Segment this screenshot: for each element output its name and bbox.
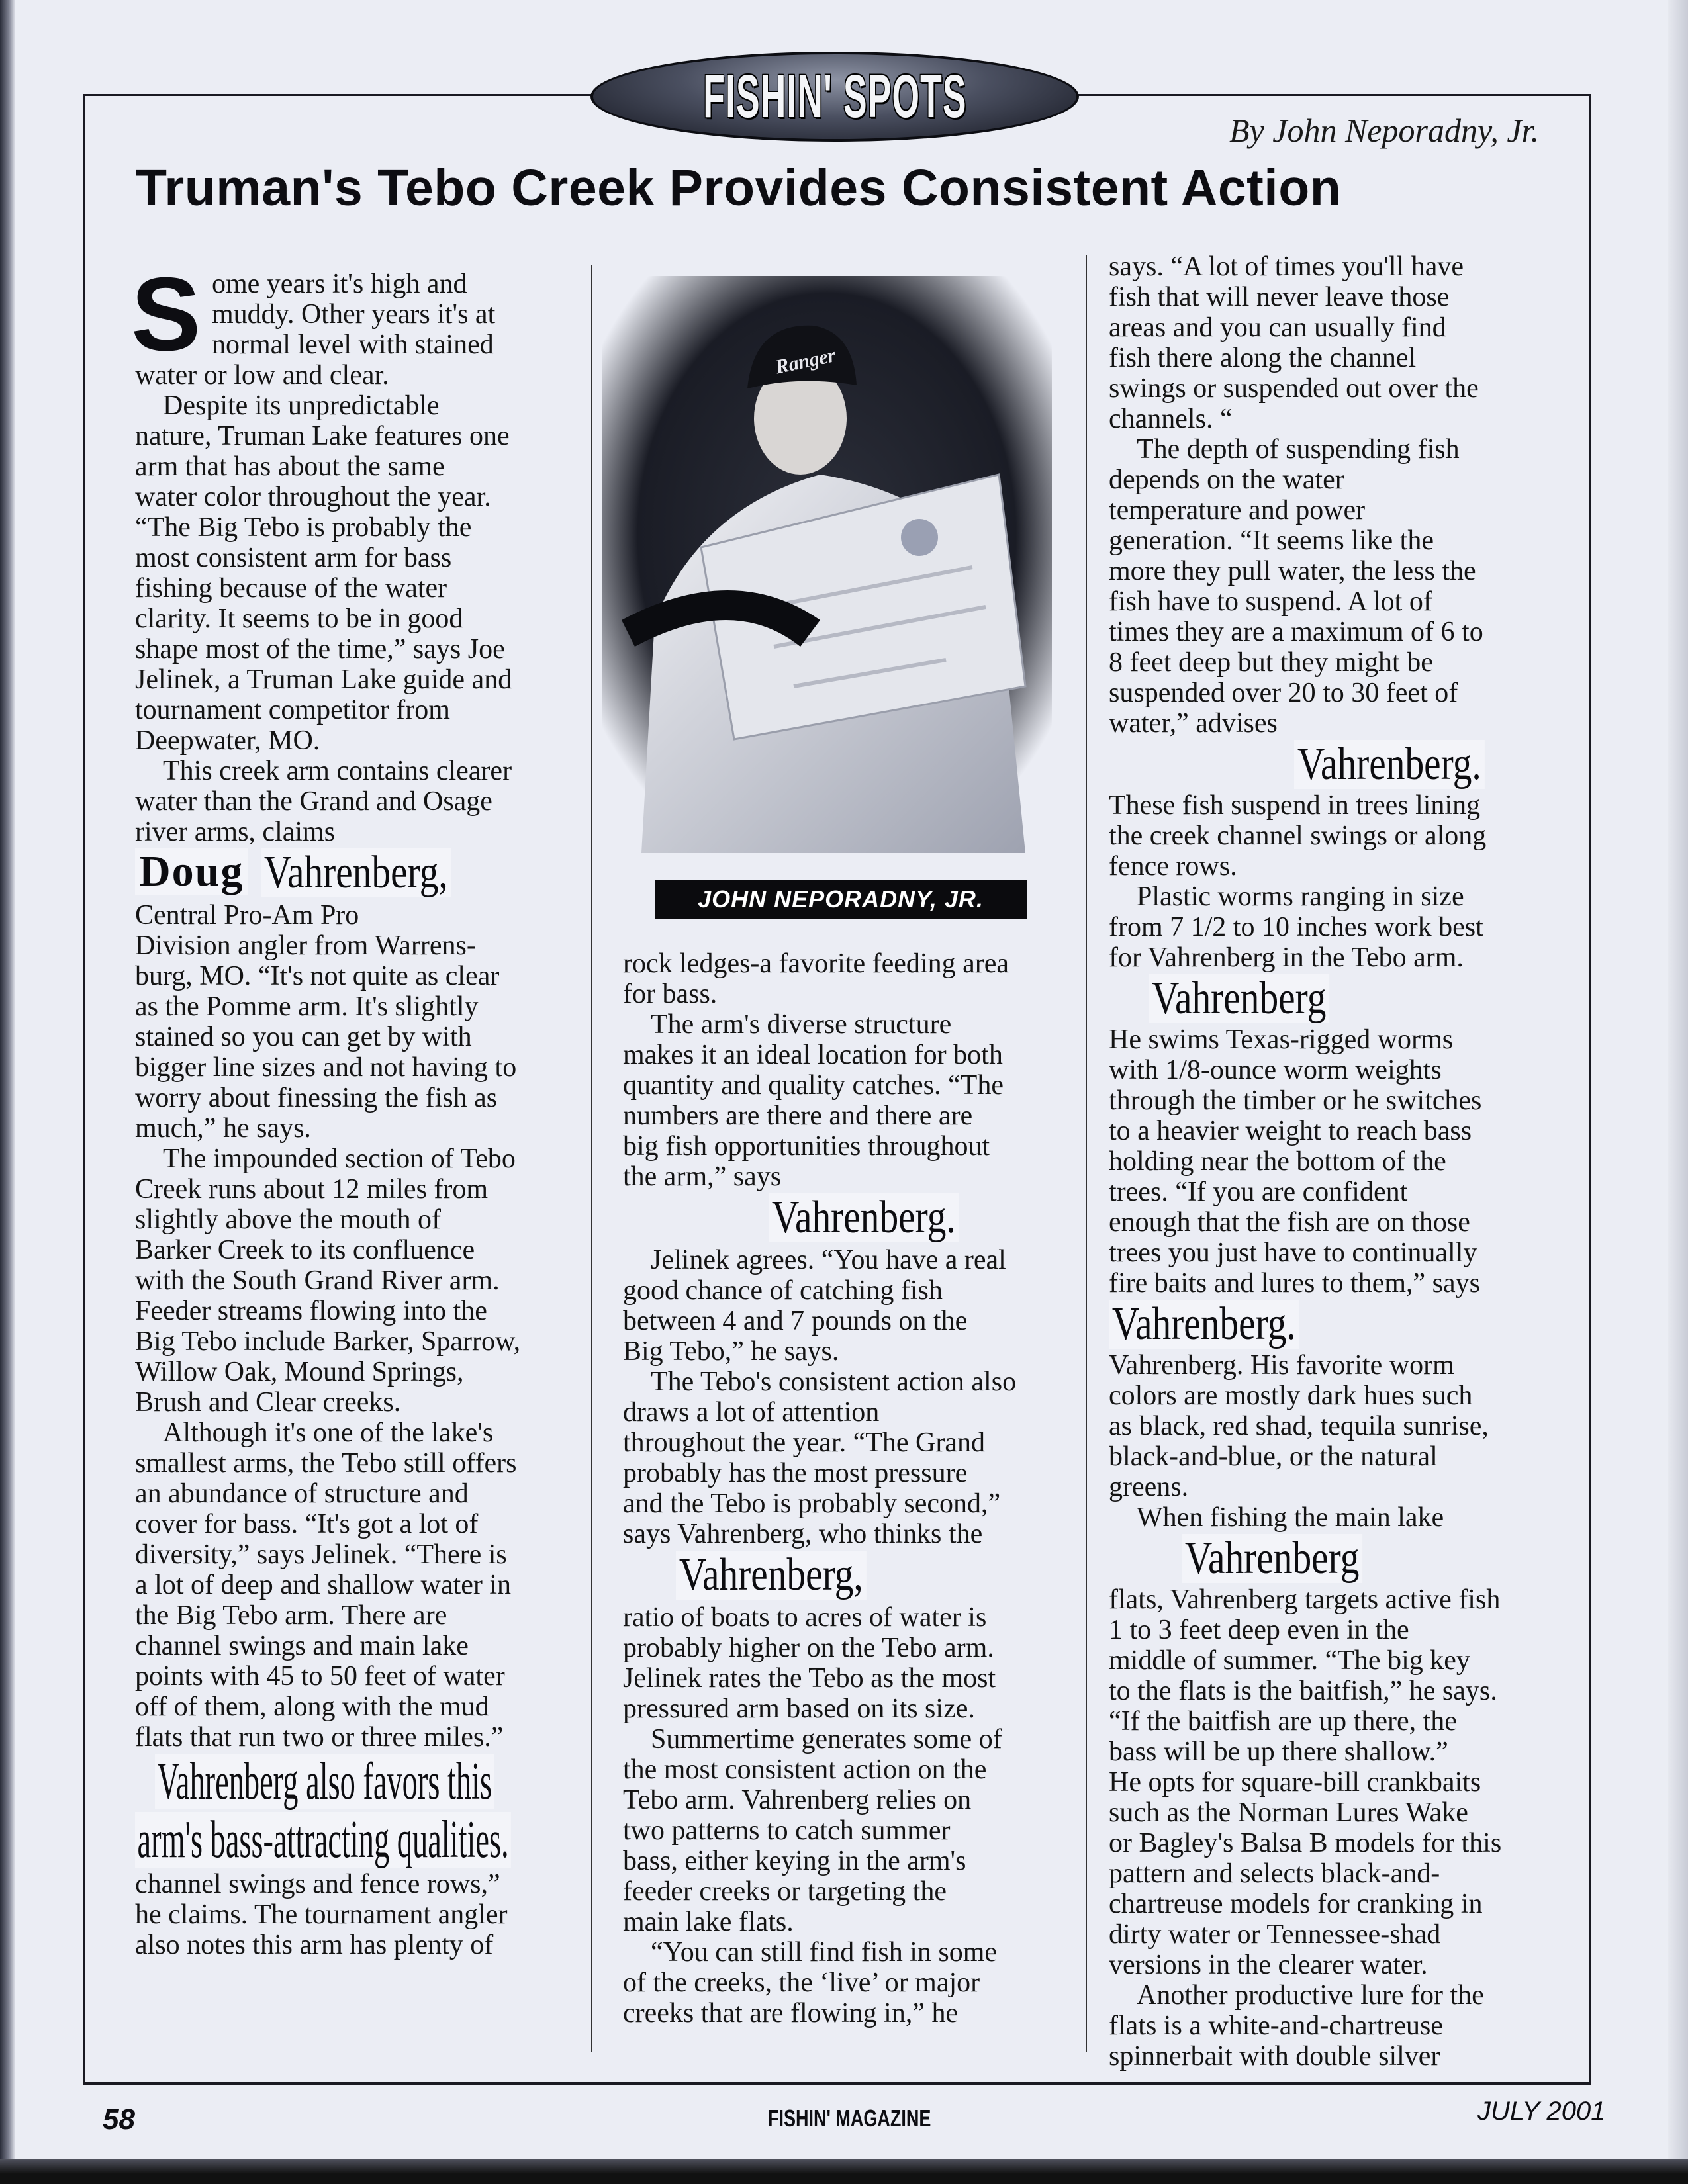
- text-line: cover for bass. “It's got a lot of: [135, 1509, 479, 1539]
- text-line: times they are a maximum of 6 to: [1109, 617, 1483, 647]
- text-line: Division angler from Warrens-: [135, 931, 476, 961]
- text-line: fish there along the channel: [1109, 343, 1417, 373]
- text-line: the creek channel swings or along: [1109, 821, 1487, 851]
- text-line: 1 to 3 feet deep even in the: [1109, 1615, 1409, 1645]
- text-line: areas and you can usually find: [1109, 312, 1446, 343]
- author-photo: [602, 276, 1052, 853]
- text-line: as the Pomme arm. It's slightly: [135, 991, 479, 1022]
- text-line: pattern and selects black-and-: [1109, 1858, 1440, 1889]
- text-line: from 7 1/2 to 10 inches work best: [1109, 912, 1483, 942]
- text-line: ome years it's high and: [212, 269, 467, 299]
- text-line: greens.: [1109, 1472, 1189, 1502]
- text-line: arm that has about the same: [135, 451, 445, 482]
- pull-quote-line: Vahrenberg also favors this: [155, 1754, 494, 1809]
- text-line: Vahrenberg. His favorite worm: [1109, 1350, 1454, 1381]
- overlay-name: Vahrenberg.: [1294, 740, 1485, 789]
- page-bottom-shadow: [0, 2159, 1688, 2184]
- drop-cap: S: [131, 256, 201, 373]
- text-line: bass will be up there shallow.”: [1109, 1737, 1448, 1767]
- overlay-name: Vahrenberg,: [261, 848, 451, 897]
- text-line: When fishing the main lake: [1137, 1502, 1444, 1533]
- text-line: Brush and Clear creeks.: [135, 1387, 401, 1418]
- text-line: chartreuse models for cranking in: [1109, 1889, 1483, 1919]
- text-line: smallest arms, the Tebo still offers: [135, 1448, 517, 1479]
- text-line: This creek arm contains clearer: [163, 756, 512, 786]
- text-line: colors are mostly dark hues such: [1109, 1381, 1473, 1411]
- section-badge: [590, 52, 1079, 142]
- cap-logo: Ranger: [773, 344, 838, 379]
- text-line: stained so you can get by with: [135, 1022, 472, 1052]
- text-line: trees you just have to continually: [1109, 1238, 1477, 1268]
- text-line: with 1/8-ounce worm weights: [1109, 1055, 1442, 1085]
- text-line: a lot of deep and shallow water in: [135, 1570, 511, 1600]
- text-line: Tebo arm. Vahrenberg relies on: [623, 1785, 972, 1815]
- text-line: 8 feet deep but they might be: [1109, 647, 1433, 678]
- text-line: versions in the clearer water.: [1109, 1950, 1428, 1980]
- text-line: water or low and clear.: [135, 360, 389, 390]
- text-line: the most consistent action on the: [623, 1754, 987, 1785]
- text-line: Another productive lure for the: [1137, 1980, 1484, 2011]
- text-line: probably has the most pressure: [623, 1458, 968, 1488]
- text-line: says Vahrenberg, who thinks the: [623, 1519, 983, 1549]
- text-line: of the creeks, the ‘live’ or major: [623, 1968, 980, 1998]
- text-line: holding near the bottom of the: [1109, 1146, 1446, 1177]
- text-line: with the South Grand River arm.: [135, 1265, 500, 1296]
- text-line: The Tebo's consistent action also: [651, 1367, 1017, 1397]
- text-line: to the flats is the baitfish,” he says.: [1109, 1676, 1497, 1706]
- text-line: depends on the water: [1109, 465, 1344, 495]
- issue-date: JULY 2001: [1477, 2097, 1606, 2126]
- text-line: fish that will never leave those: [1109, 282, 1450, 312]
- text-line: much,” he says.: [135, 1113, 311, 1144]
- text-line: Big Tebo include Barker, Sparrow,: [135, 1326, 521, 1357]
- text-line: water color throughout the year.: [135, 482, 491, 512]
- text-line: The impounded section of Tebo: [163, 1144, 516, 1174]
- text-line: middle of summer. “The big key: [1109, 1645, 1470, 1676]
- text-line: Central Pro-Am Pro: [135, 900, 359, 931]
- magazine-name: FISHIN' MAGAZINE: [768, 2105, 931, 2132]
- overlay-name: Vahrenberg,: [676, 1551, 867, 1600]
- text-line: Jelinek agrees. “You have a real: [651, 1245, 1006, 1275]
- text-line: fish have to suspend. A lot of: [1109, 586, 1432, 617]
- text-line: makes it an ideal location for both: [623, 1040, 1003, 1070]
- text-line: Feeder streams flowing into the: [135, 1296, 487, 1326]
- text-line: normal level with stained: [212, 330, 494, 360]
- photo-caption: JOHN NEPORADNY, JR.: [655, 880, 1027, 919]
- text-line: Barker Creek to its confluence: [135, 1235, 475, 1265]
- frame-top-rule-left: [83, 94, 593, 96]
- text-line: Jelinek, a Truman Lake guide and: [135, 664, 512, 695]
- text-line: Deepwater, MO.: [135, 725, 320, 756]
- overlay-name: Doug: [135, 848, 248, 895]
- text-line: also notes this arm has plenty of: [135, 1930, 494, 1960]
- text-line: or Bagley's Balsa B models for this: [1109, 1828, 1502, 1858]
- text-line: bigger line sizes and not having to: [135, 1052, 517, 1083]
- text-line: suspended over 20 to 30 feet of: [1109, 678, 1458, 708]
- text-line: dirty water or Tennessee-shad: [1109, 1919, 1441, 1950]
- text-line: more they pull water, the less the: [1109, 556, 1476, 586]
- text-line: creeks that are flowing in,” he: [623, 1998, 959, 2028]
- text-line: such as the Norman Lures Wake: [1109, 1797, 1468, 1828]
- text-line: river arms, claims: [135, 817, 336, 847]
- text-line: These fish suspend in trees lining: [1109, 790, 1481, 821]
- text-line: the Big Tebo arm. There are: [135, 1600, 447, 1631]
- text-line: probably higher on the Tebo arm.: [623, 1633, 994, 1663]
- page-number: 58: [103, 2103, 135, 2136]
- text-line: enough that the fish are on those: [1109, 1207, 1470, 1238]
- text-line: “If the baitfish are up there, the: [1109, 1706, 1457, 1737]
- text-line: “You can still find fish in some: [651, 1937, 998, 1968]
- text-line: most consistent arm for bass: [135, 543, 452, 573]
- text-line: Plastic worms ranging in size: [1137, 882, 1464, 912]
- page-binding-edge: [0, 0, 15, 2184]
- text-line: throughout the year. “The Grand: [623, 1428, 985, 1458]
- text-line: flats, Vahrenberg targets active fish: [1109, 1584, 1501, 1615]
- text-line: channels. “: [1109, 404, 1233, 434]
- text-line: “The Big Tebo is probably the: [135, 512, 472, 543]
- text-line: draws a lot of attention: [623, 1397, 880, 1428]
- text-line: channel swings and main lake: [135, 1631, 469, 1661]
- overlay-name: Vahrenberg: [1149, 974, 1329, 1023]
- text-line: for bass.: [623, 979, 718, 1009]
- text-line: spinnerbait with double silver: [1109, 2041, 1440, 2071]
- text-line: Jelinek rates the Tebo as the most: [623, 1663, 996, 1694]
- text-line: an abundance of structure and: [135, 1479, 469, 1509]
- text-line: pressured arm based on its size.: [623, 1694, 975, 1724]
- text-line: as black, red shad, tequila sunrise,: [1109, 1411, 1489, 1441]
- text-line: flats that run two or three miles.”: [135, 1722, 504, 1752]
- text-line: flats is a white-and-chartreuse: [1109, 2011, 1443, 2041]
- text-line: Despite its unpredictable: [163, 390, 440, 421]
- overlay-name: Vahrenberg: [1182, 1534, 1362, 1583]
- text-line: temperature and power: [1109, 495, 1366, 525]
- text-line: The arm's diverse structure: [651, 1009, 952, 1040]
- text-line: channel swings and fence rows,”: [135, 1869, 500, 1899]
- frame-top-rule-right: [1076, 94, 1589, 96]
- text-line: worry about finessing the fish as: [135, 1083, 498, 1113]
- text-line: tournament competitor from: [135, 695, 450, 725]
- overlay-name: Vahrenberg.: [1109, 1300, 1299, 1349]
- column-divider: [1086, 255, 1087, 2052]
- text-line: two patterns to catch summer: [623, 1815, 951, 1846]
- text-line: generation. “It seems like the: [1109, 525, 1434, 556]
- text-line: fire baits and lures to them,” says: [1109, 1268, 1481, 1298]
- article-title: Truman's Tebo Creek Provides Consistent Action: [136, 159, 1342, 216]
- text-line: Summertime generates some of: [651, 1724, 1002, 1754]
- text-line: shape most of the time,” says Joe: [135, 634, 505, 664]
- page-right-edge: [1668, 0, 1688, 2184]
- text-line: for Vahrenberg in the Tebo arm.: [1109, 942, 1464, 973]
- text-line: black-and-blue, or the natural: [1109, 1441, 1438, 1472]
- text-line: big fish opportunities throughout: [623, 1131, 990, 1161]
- text-line: water,” advises: [1109, 708, 1278, 739]
- text-line: Big Tebo,” he says.: [623, 1336, 839, 1367]
- pull-quote-line: arm's bass-attracting qualities.: [135, 1812, 511, 1868]
- text-line: to a heavier weight to reach bass: [1109, 1116, 1472, 1146]
- text-line: clarity. It seems to be in good: [135, 604, 463, 634]
- text-line: trees. “If you are confident: [1109, 1177, 1408, 1207]
- text-line: the arm,” says: [623, 1161, 782, 1192]
- text-line: rock ledges-a favorite feeding area: [623, 948, 1009, 979]
- text-line: between 4 and 7 pounds on the: [623, 1306, 968, 1336]
- column-divider: [591, 265, 592, 2052]
- text-line: muddy. Other years it's at: [212, 299, 496, 330]
- map-logo: [901, 519, 938, 556]
- text-line: says. “A lot of times you'll have: [1109, 251, 1464, 282]
- text-line: quantity and quality catches. “The: [623, 1070, 1004, 1101]
- text-line: slightly above the mouth of: [135, 1205, 441, 1235]
- text-line: He opts for square-bill crankbaits: [1109, 1767, 1481, 1797]
- text-line: water than the Grand and Osage: [135, 786, 492, 817]
- text-line: swings or suspended out over the: [1109, 373, 1479, 404]
- text-line: good chance of catching fish: [623, 1275, 943, 1306]
- overlay-name: Vahrenberg.: [769, 1193, 959, 1242]
- text-line: fence rows.: [1109, 851, 1237, 882]
- text-line: bass, either keying in the arm's: [623, 1846, 966, 1876]
- text-line: fishing because of the water: [135, 573, 447, 604]
- text-line: through the timber or he switches: [1109, 1085, 1482, 1116]
- text-line: ratio of boats to acres of water is: [623, 1602, 987, 1633]
- text-line: burg, MO. “It's not quite as clear: [135, 961, 500, 991]
- text-line: and the Tebo is probably second,”: [623, 1488, 1001, 1519]
- text-line: main lake flats.: [623, 1907, 794, 1937]
- text-line: nature, Truman Lake features one: [135, 421, 510, 451]
- text-line: off of them, along with the mud: [135, 1692, 489, 1722]
- text-line: numbers are there and there are: [623, 1101, 973, 1131]
- text-line: Willow Oak, Mound Springs,: [135, 1357, 464, 1387]
- text-line: Although it's one of the lake's: [163, 1418, 494, 1448]
- text-line: Creek runs about 12 miles from: [135, 1174, 489, 1205]
- text-line: The depth of suspending fish: [1137, 434, 1460, 465]
- byline: By John Neporadny, Jr.: [1229, 112, 1539, 149]
- section-badge-label: FISHIN' SPOTS: [702, 62, 967, 130]
- text-line: he claims. The tournament angler: [135, 1899, 508, 1930]
- text-line: diversity,” says Jelinek. “There is: [135, 1539, 507, 1570]
- text-line: He swims Texas-rigged worms: [1109, 1024, 1454, 1055]
- text-line: points with 45 to 50 feet of water: [135, 1661, 505, 1692]
- text-line: feeder creeks or targeting the: [623, 1876, 947, 1907]
